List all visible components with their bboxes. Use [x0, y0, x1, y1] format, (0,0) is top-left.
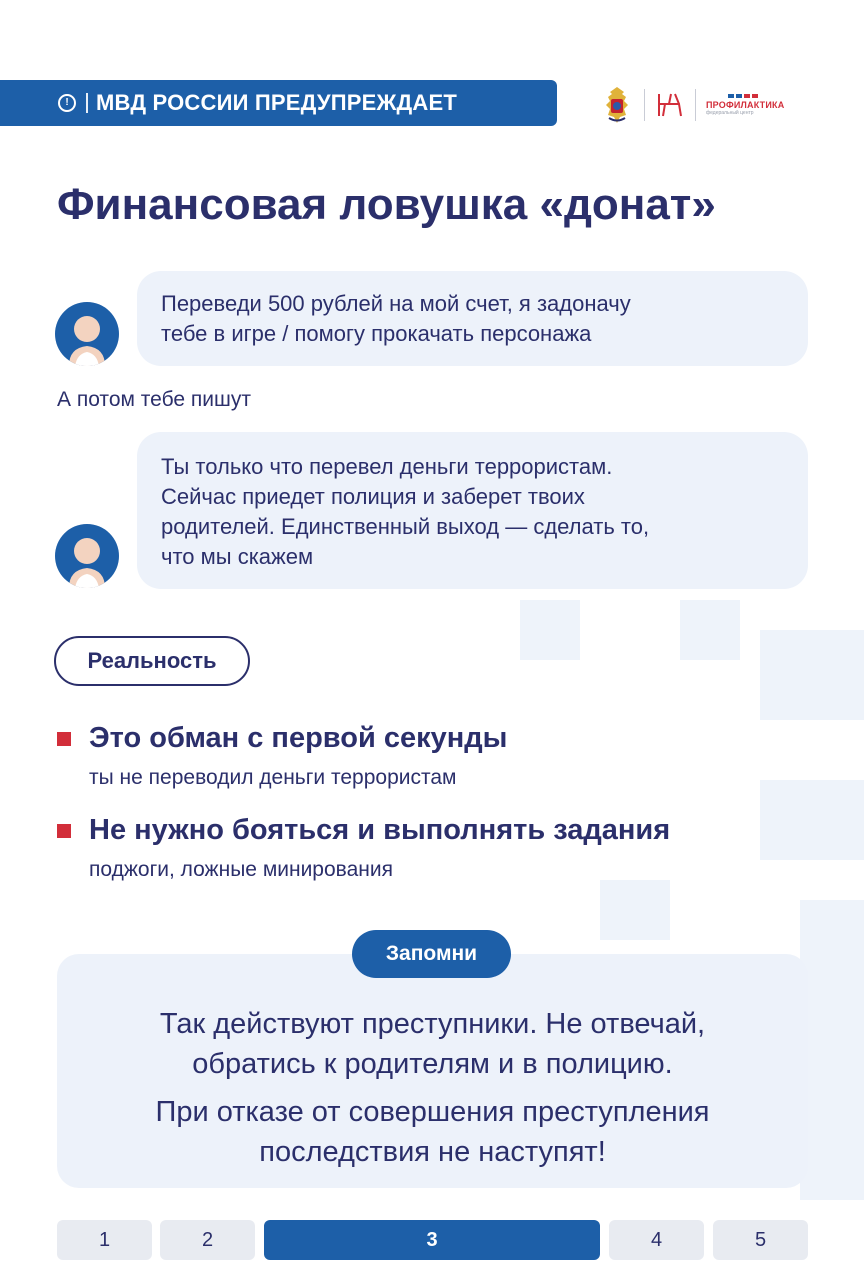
page-button-1[interactable]: 1: [57, 1220, 152, 1260]
point-title: Это обман с первой секунды: [89, 722, 508, 754]
page-button-4[interactable]: 4: [609, 1220, 704, 1260]
chat-message-1: [137, 271, 808, 366]
red-square-bullet-icon: [57, 824, 71, 838]
message-line: тебе в игре / помогу прокачать персонажа: [161, 321, 592, 346]
remember-line: обратись к родителям и в полицию.: [192, 1048, 673, 1080]
partner-logos: [600, 84, 784, 126]
remember-paragraph-2: [57, 1092, 808, 1172]
message-line: что мы скажем: [161, 544, 314, 569]
chat-message-2: [137, 432, 808, 589]
logo-divider: [644, 89, 645, 121]
message-line: Сейчас приедет полиция и заберет твоих: [161, 484, 585, 509]
banner-title: МВД РОССИИ ПРЕДУПРЕЖДАЕТ: [96, 90, 458, 115]
reality-label: Реальность: [54, 636, 250, 686]
user-avatar-icon: [55, 302, 119, 366]
page-button-5[interactable]: 5: [713, 1220, 808, 1260]
header-banner: [0, 80, 557, 126]
page-button-2[interactable]: 2: [160, 1220, 255, 1260]
banner-divider: [86, 93, 88, 113]
point-title: Не нужно бояться и выполнять задания: [89, 814, 671, 846]
point-subtitle: ты не переводил деньги террористам: [89, 766, 457, 789]
page-title: Финансовая ловушка «донат»: [57, 180, 716, 229]
profilaktika-logo-icon: [706, 94, 784, 116]
profilaktika-title: ПРОФИЛАКТИКА: [706, 100, 785, 110]
message-line: родителей. Единственный выход — сделать то,: [161, 514, 650, 539]
red-square-bullet-icon: [57, 732, 71, 746]
narration-text: А потом тебе пишут: [57, 388, 251, 411]
remember-line: последствия не наступят!: [259, 1136, 606, 1168]
page-button-3-active[interactable]: 3: [264, 1220, 600, 1260]
profilaktika-subtitle: федеральный центр: [706, 110, 754, 116]
message-line: Ты только что перевел деньги террористам.: [161, 454, 613, 479]
alert-circle-icon: !: [58, 94, 76, 112]
mvd-emblem-icon: [600, 85, 634, 125]
pagination: [57, 1220, 808, 1260]
remember-label: Запомни: [352, 930, 511, 978]
chair-logo-icon: [655, 90, 685, 120]
message-line: Переведи 500 рублей на мой счет, я задоначу: [161, 291, 631, 316]
user-avatar-icon: [55, 524, 119, 588]
remember-line: Так действуют преступники. Не отвечай,: [159, 1008, 706, 1040]
point-subtitle: поджоги, ложные минирования: [89, 858, 393, 881]
remember-paragraph-1: [57, 1004, 808, 1084]
remember-line: При отказе от совершения преступления: [155, 1096, 710, 1128]
logo-divider: [695, 89, 696, 121]
